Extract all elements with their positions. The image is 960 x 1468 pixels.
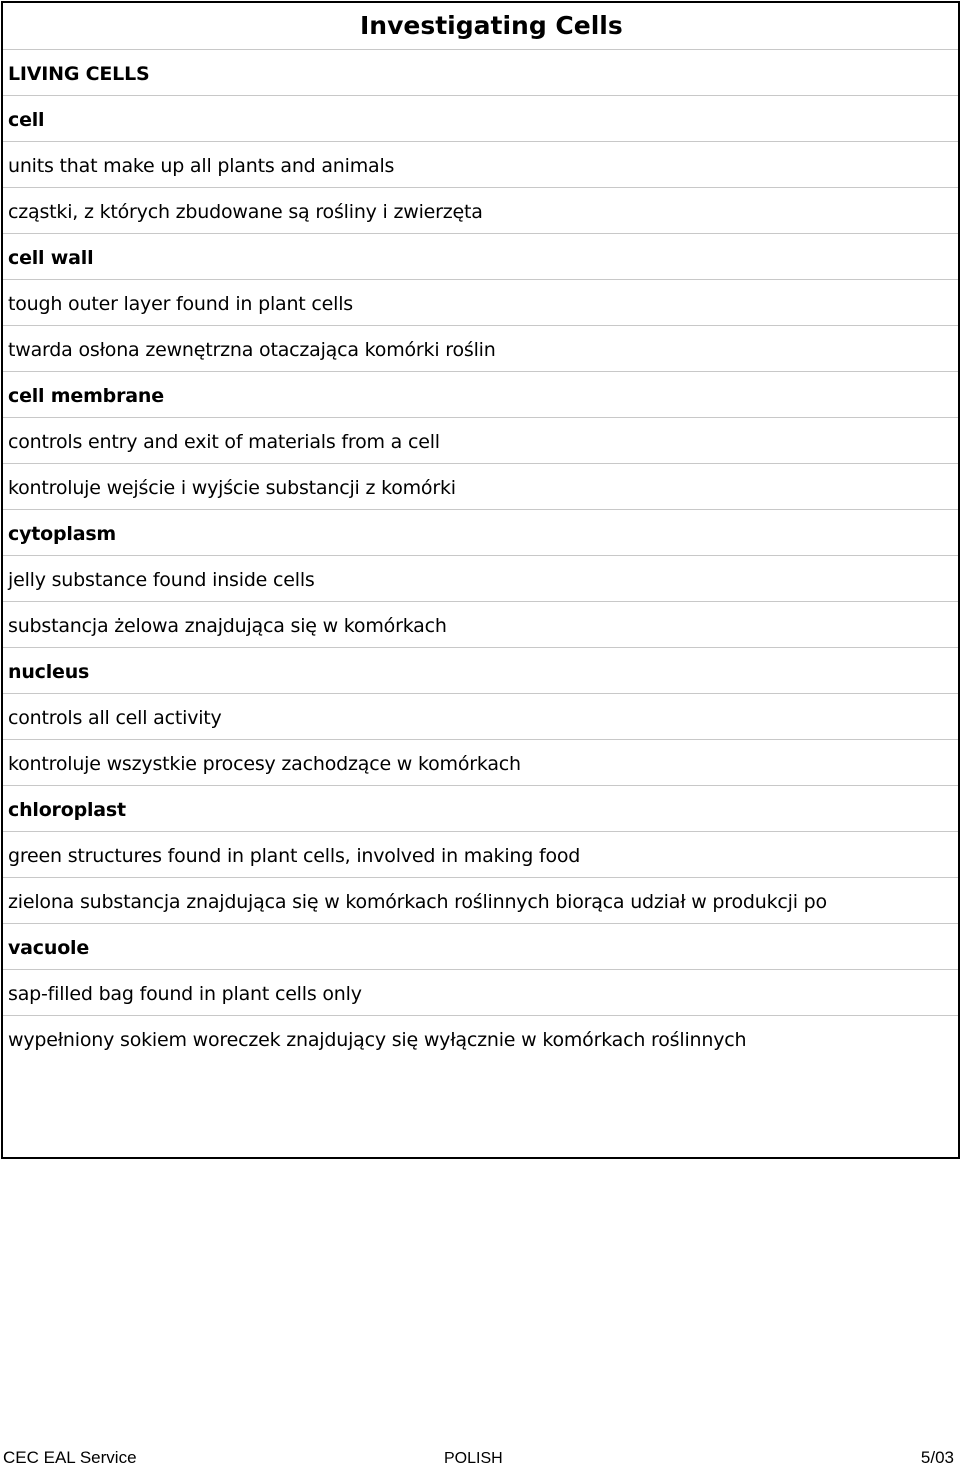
polish-definition-row: [3, 740, 958, 786]
section-heading: LIVING CELLS: [8, 63, 150, 85]
english-definition-row: [3, 418, 958, 464]
term-row: [3, 786, 958, 832]
term-label: cell wall: [8, 247, 94, 269]
english-definition: jelly substance found inside cells: [8, 569, 315, 591]
term-row: [3, 234, 958, 280]
polish-definition: cząstki, z których zbudowane są rośliny i zwierzęta: [8, 201, 483, 223]
english-definition-row: [3, 694, 958, 740]
english-definition-row: [3, 970, 958, 1016]
polish-definition: twarda osłona zewnętrzna otaczająca komórki roślin: [8, 339, 496, 361]
term-row: [3, 924, 958, 970]
page-title: Investigating Cells: [360, 11, 623, 40]
polish-definition-row: [3, 602, 958, 648]
term-row: [3, 372, 958, 418]
term-label: chloroplast: [8, 799, 126, 821]
english-definition: sap-filled bag found in plant cells only: [8, 983, 362, 1005]
footer-service: CEC EAL Service: [3, 1448, 137, 1467]
term-label: nucleus: [8, 661, 90, 683]
english-definition: tough outer layer found in plant cells: [8, 293, 353, 315]
polish-definition: substancja żelowa znajdująca się w komórkach: [8, 615, 447, 637]
english-definition-row: [3, 142, 958, 188]
english-definition: controls entry and exit of materials from a cell: [8, 431, 440, 453]
polish-definition-row: [3, 464, 958, 510]
polish-definition-row: [3, 878, 958, 924]
polish-definition: wypełniony sokiem woreczek znajdujący się wyłącznie w komórkach roślinnych: [8, 1029, 747, 1051]
polish-definition-row: [3, 188, 958, 234]
english-definition: green structures found in plant cells, involved in making food: [8, 845, 581, 867]
footer-language: POLISH: [444, 1450, 503, 1467]
page-footer: [0, 1448, 960, 1468]
english-definition-row: [3, 556, 958, 602]
polish-definition: kontroluje wszystkie procesy zachodzące w komórkach: [8, 753, 521, 775]
section-heading-row: [3, 50, 958, 96]
title-row: [3, 3, 958, 50]
term-row: [3, 648, 958, 694]
polish-definition: kontroluje wejście i wyjście substancji z komórki: [8, 477, 456, 499]
term-row: [3, 96, 958, 142]
polish-definition-row: [3, 1016, 958, 1061]
footer-date: 5/03: [920, 1448, 954, 1467]
term-label: cytoplasm: [8, 523, 117, 545]
polish-definition: zielona substancja znajdująca się w komórkach roślinnych biorąca udział w produkcji po: [8, 891, 827, 913]
polish-definition-row: [3, 326, 958, 372]
english-definition: controls all cell activity: [8, 707, 222, 729]
term-label: cell: [8, 109, 45, 131]
english-definition-row: [3, 280, 958, 326]
english-definition-row: [3, 832, 958, 878]
glossary-sheet: [1, 1, 960, 1159]
term-label: cell membrane: [8, 385, 164, 407]
english-definition: units that make up all plants and animals: [8, 155, 395, 177]
term-label: vacuole: [8, 937, 90, 959]
term-row: [3, 510, 958, 556]
